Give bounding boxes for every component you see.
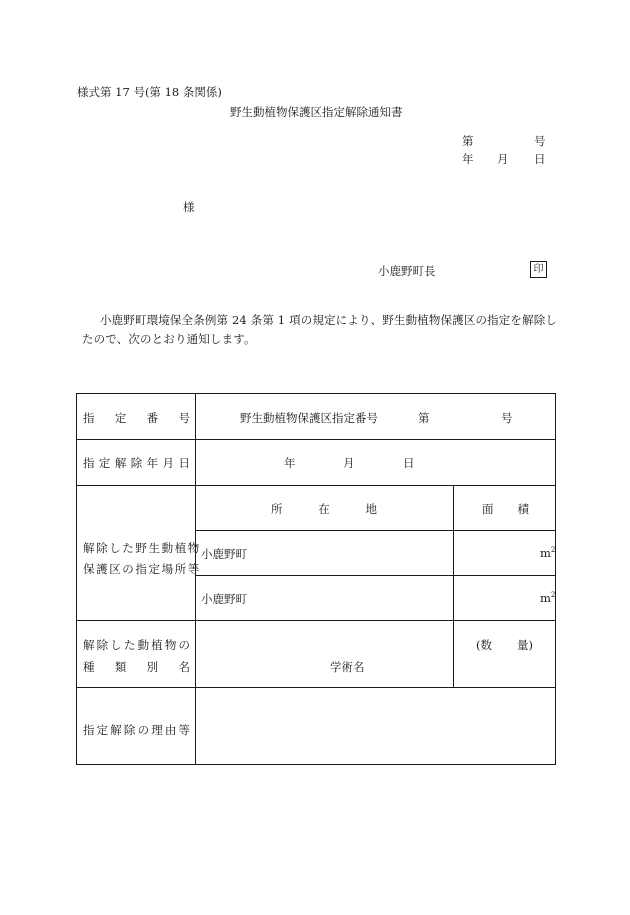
row-divider <box>77 485 555 486</box>
label-char: 日 <box>178 456 190 470</box>
notice-table <box>76 393 556 765</box>
label-char: 名 <box>178 660 190 674</box>
scientific-name-label: 学術名 <box>330 660 365 674</box>
unit-superscript: 2 <box>550 546 556 555</box>
designation-number-prefix: 野生動植物保護区指定番号 <box>240 411 378 425</box>
label-char: 定 <box>96 723 109 737</box>
label-cancellation-date <box>83 455 190 471</box>
label-char: 解 <box>114 456 127 470</box>
cancellation-month: 月 <box>343 456 355 470</box>
header-char: 地 <box>365 502 377 516</box>
label-char: 月 <box>162 456 175 470</box>
cancellation-day: 日 <box>403 456 415 470</box>
label-char: 指 <box>83 723 95 737</box>
label-char: の <box>137 723 150 737</box>
area-unit-2 <box>540 591 555 605</box>
column-divider <box>453 485 454 687</box>
label-char: 指 <box>83 411 95 425</box>
label-species-line2 <box>83 659 190 675</box>
label-char: 理 <box>151 723 163 737</box>
row-divider <box>195 575 555 576</box>
date-month-label: 月 <box>497 152 509 166</box>
issuer-name: 小鹿野町長 <box>378 264 436 278</box>
unit-text: m <box>540 591 551 605</box>
label-char: 別 <box>146 660 159 674</box>
label-char: 除 <box>123 723 136 737</box>
doc-number-suffix: 号 <box>534 134 546 148</box>
seal-stamp: 印 <box>530 261 547 278</box>
label-location-line2: 保護区の指定場所等 <box>83 562 201 576</box>
label-char: 由 <box>164 723 177 737</box>
label-char: 定 <box>98 456 111 470</box>
location-entry-2: 小鹿野町 <box>201 592 247 606</box>
label-char: の <box>178 638 190 652</box>
label-char: 番 <box>146 411 159 425</box>
location-entry-1: 小鹿野町 <box>201 547 247 561</box>
header-char: 面 <box>482 502 494 516</box>
label-char: 号 <box>178 411 190 425</box>
unit-text: m <box>540 546 551 560</box>
date-day-label: 日 <box>534 152 546 166</box>
area-unit-1 <box>540 546 555 560</box>
quantity-open: (数 <box>476 638 492 652</box>
label-char: 解 <box>83 638 95 652</box>
label-char: 除 <box>96 638 109 652</box>
column-header-area <box>482 501 529 517</box>
header-char: 積 <box>517 502 529 516</box>
date-year-label: 年 <box>462 152 474 166</box>
row-divider <box>77 439 555 440</box>
designation-number-dai: 第 <box>418 411 430 425</box>
cancellation-year: 年 <box>284 456 296 470</box>
doc-number-label: 第 <box>462 134 474 148</box>
header-char: 所 <box>271 502 283 516</box>
label-char: 等 <box>178 723 190 737</box>
label-char: た <box>123 638 136 652</box>
label-designation-number <box>83 410 190 426</box>
row-divider <box>195 530 555 531</box>
row-divider <box>77 687 555 688</box>
label-location-line1: 解除した野生動植物 <box>83 541 201 555</box>
label-char: 定 <box>114 411 127 425</box>
designation-number-go: 号 <box>501 411 513 425</box>
label-char: 種 <box>83 660 95 674</box>
column-divider <box>195 394 196 764</box>
label-char: し <box>110 638 122 652</box>
body-text: 小鹿野町環境保全条例第 24 条第 1 項の規定により、野生動植物保護区の指定を解除したので、次のとおり通知します。 <box>82 313 558 346</box>
label-char: 動 <box>137 638 150 652</box>
row-divider <box>77 620 555 621</box>
label-char: 解 <box>110 723 122 737</box>
column-header-location <box>271 501 377 517</box>
document-title: 野生動植物保護区指定解除通知書 <box>230 105 403 119</box>
quantity-close: 量) <box>517 638 533 652</box>
label-char: 類 <box>114 660 127 674</box>
label-char: 指 <box>83 456 95 470</box>
unit-superscript: 2 <box>550 591 556 600</box>
label-char: 年 <box>146 456 159 470</box>
label-char: 植 <box>151 638 163 652</box>
header-char: 在 <box>318 502 330 516</box>
label-species-line1 <box>83 637 190 653</box>
label-char: 物 <box>164 638 177 652</box>
label-reason <box>83 722 190 738</box>
addressee-suffix: 様 <box>183 200 195 214</box>
form-number: 様式第 17 号(第 18 条関係) <box>77 85 222 99</box>
label-char: 除 <box>130 456 143 470</box>
